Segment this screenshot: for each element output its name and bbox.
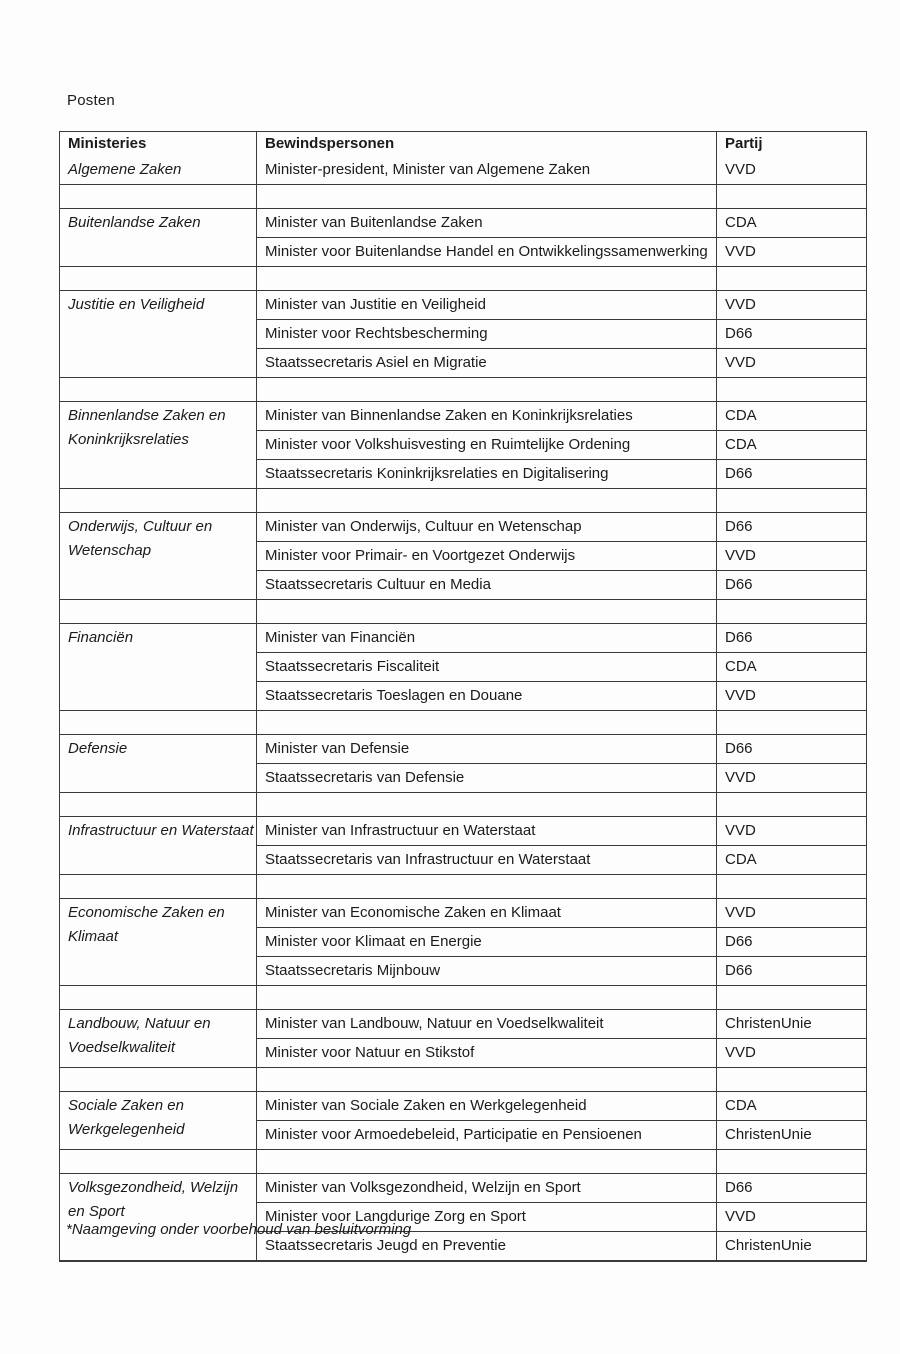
post-row: [257, 459, 866, 488]
ministry-name: Onderwijs, Cultuur en Wetenschap: [60, 513, 257, 599]
ministry-row: [60, 623, 866, 710]
ministry-row: [60, 1009, 866, 1067]
party: D66: [725, 576, 753, 593]
empty-cell: [257, 267, 717, 290]
official-role: Staatssecretaris Fiscaliteit: [257, 653, 717, 681]
official-role: Minister voor Volkshuisvesting en Ruimtelijke Ordening: [257, 431, 717, 459]
empty-cell: [60, 875, 257, 898]
empty-cell: [717, 600, 866, 623]
empty-cell: [257, 1068, 717, 1091]
spacer-row: [60, 266, 866, 290]
official-role: Minister van Volksgezondheid, Welzijn en Sport: [257, 1174, 717, 1202]
official-role: Minister van Onderwijs, Cultuur en Wetenschap: [257, 513, 717, 541]
empty-cell: [60, 378, 257, 401]
official-role: Minister van Binnenlandse Zaken en Koninkrijksrelaties: [257, 402, 717, 430]
post-group: [257, 402, 866, 488]
official-role: Minister voor Buitenlandse Handel en Ontwikkelingssamenwerking: [257, 238, 717, 266]
official-role: Minister voor Klimaat en Energie: [257, 928, 717, 956]
empty-cell: [257, 185, 717, 208]
party: CDA: [725, 436, 757, 453]
empty-cell: [60, 1068, 257, 1091]
post-row: [257, 570, 866, 599]
party: D66: [725, 962, 753, 979]
post-group: [257, 1174, 866, 1260]
empty-cell: [60, 185, 257, 208]
post-group: [257, 624, 866, 710]
ministry-row: [60, 401, 866, 488]
empty-cell: [257, 986, 717, 1009]
post-row: [257, 652, 866, 681]
ministry-name: Landbouw, Natuur en Voedselkwaliteit: [60, 1010, 257, 1067]
ministry-name: Binnenlandse Zaken en Koninkrijksrelaties: [60, 402, 257, 488]
post-row: [257, 291, 866, 319]
empty-cell: [257, 600, 717, 623]
empty-cell: [717, 489, 866, 512]
spacer-row: [60, 377, 866, 401]
post-row: [257, 402, 866, 430]
post-row: [257, 845, 866, 874]
post-row: [257, 348, 866, 377]
post-group: [257, 209, 866, 266]
official-role: Staatssecretaris Toeslagen en Douane: [257, 682, 717, 710]
party: VVD: [725, 243, 756, 260]
cabinet-posts-table: [59, 131, 867, 1262]
official-role: Staatssecretaris van Defensie: [257, 764, 717, 792]
ministry-name: Justitie en Veiligheid: [60, 291, 257, 377]
empty-cell: [717, 1068, 866, 1091]
party: D66: [725, 325, 753, 342]
ministry-name: Financiën: [60, 624, 257, 710]
empty-cell: [717, 793, 866, 816]
empty-cell: [257, 378, 717, 401]
official-role: Staatssecretaris Koninkrijksrelaties en Digitalisering: [257, 460, 717, 488]
ministry-row: [60, 1091, 866, 1149]
post-row: [257, 817, 866, 845]
empty-cell: [60, 489, 257, 512]
official-role: Minister voor Rechtsbescherming: [257, 320, 717, 348]
official-role: Minister-president, Minister van Algemene Zaken: [257, 156, 717, 184]
post-row: [257, 735, 866, 763]
post-row: [257, 763, 866, 792]
party: VVD: [725, 822, 756, 839]
ministry-name: Defensie: [60, 735, 257, 792]
party: D66: [725, 465, 753, 482]
ministry-row: [60, 208, 866, 266]
party: CDA: [725, 658, 757, 675]
post-row: [257, 899, 866, 927]
official-role: Minister voor Natuur en Stikstof: [257, 1039, 717, 1067]
official-role: Minister van Defensie: [257, 735, 717, 763]
party: VVD: [725, 904, 756, 921]
table-header-row: [60, 132, 866, 156]
ministry-row: [60, 512, 866, 599]
empty-cell: [717, 711, 866, 734]
post-group: [257, 735, 866, 792]
post-group: [257, 291, 866, 377]
party: D66: [725, 629, 753, 646]
empty-cell: [60, 793, 257, 816]
official-role: Minister voor Armoedebeleid, Participatie en Pensioenen: [257, 1121, 717, 1149]
ministry-row: [60, 1173, 866, 1260]
spacer-row: [60, 184, 866, 208]
post-group: [257, 1092, 866, 1149]
party: VVD: [725, 547, 756, 564]
spacer-row: [60, 1149, 866, 1173]
spacer-row: [60, 985, 866, 1009]
party: VVD: [725, 1208, 756, 1225]
party: VVD: [725, 687, 756, 704]
page-title: Posten: [67, 92, 115, 109]
post-row: [257, 1174, 866, 1202]
party: D66: [725, 740, 753, 757]
empty-cell: [717, 875, 866, 898]
post-group: [257, 156, 866, 184]
ministry-row: [60, 816, 866, 874]
empty-cell: [60, 711, 257, 734]
empty-cell: [257, 711, 717, 734]
official-role: Staatssecretaris Mijnbouw: [257, 957, 717, 985]
party: D66: [725, 933, 753, 950]
ministry-name: Buitenlandse Zaken: [60, 209, 257, 266]
empty-cell: [257, 489, 717, 512]
official-role: Minister van Infrastructuur en Waterstaat: [257, 817, 717, 845]
party: VVD: [725, 1044, 756, 1061]
ministry-name: Volksgezondheid, Welzijn en Sport: [60, 1174, 257, 1260]
empty-cell: [60, 267, 257, 290]
party: D66: [725, 518, 753, 535]
party: ChristenUnie: [725, 1015, 812, 1032]
post-group: [257, 899, 866, 985]
post-row: [257, 156, 866, 184]
official-role: Minister voor Primair- en Voortgezet Onderwijs: [257, 542, 717, 570]
party: VVD: [725, 354, 756, 371]
party: CDA: [725, 407, 757, 424]
spacer-row: [60, 599, 866, 623]
post-row: [257, 319, 866, 348]
post-row: [257, 956, 866, 985]
post-group: [257, 817, 866, 874]
post-row: [257, 1120, 866, 1149]
post-row: [257, 541, 866, 570]
post-row: [257, 513, 866, 541]
post-row: [257, 624, 866, 652]
post-row: [257, 1010, 866, 1038]
ministry-row: [60, 734, 866, 792]
header-officials: Bewindspersonen: [257, 132, 717, 156]
empty-cell: [257, 875, 717, 898]
spacer-row: [60, 874, 866, 898]
party: D66: [725, 1179, 753, 1196]
header-ministry: Ministeries: [60, 132, 257, 156]
party: ChristenUnie: [725, 1126, 812, 1143]
official-role: Minister van Justitie en Veiligheid: [257, 291, 717, 319]
official-role: Staatssecretaris Cultuur en Media: [257, 571, 717, 599]
empty-cell: [717, 185, 866, 208]
ministry-name: Economische Zaken en Klimaat: [60, 899, 257, 985]
party: VVD: [725, 161, 756, 178]
ministry-row: [60, 290, 866, 377]
ministry-row: [60, 156, 866, 184]
footnote: *Naamgeving onder voorbehoud van besluitvorming: [66, 1221, 412, 1238]
official-role: Staatssecretaris Asiel en Migratie: [257, 349, 717, 377]
header-party: Partij: [725, 135, 763, 152]
spacer-row: [60, 710, 866, 734]
post-row: [257, 209, 866, 237]
empty-cell: [717, 378, 866, 401]
table-body: [60, 156, 866, 1260]
empty-cell: [717, 986, 866, 1009]
official-role: Staatssecretaris van Infrastructuur en Waterstaat: [257, 846, 717, 874]
ministry-name: Infrastructuur en Waterstaat: [60, 817, 257, 874]
party: CDA: [725, 851, 757, 868]
spacer-row: [60, 792, 866, 816]
ministry-row: [60, 898, 866, 985]
official-role: Minister van Financiën: [257, 624, 717, 652]
official-role: Minister van Landbouw, Natuur en Voedselkwaliteit: [257, 1010, 717, 1038]
party: ChristenUnie: [725, 1237, 812, 1254]
post-row: [257, 430, 866, 459]
empty-cell: [257, 1150, 717, 1173]
post-row: [257, 237, 866, 266]
post-row: [257, 1092, 866, 1120]
party: VVD: [725, 769, 756, 786]
post-row: [257, 681, 866, 710]
empty-cell: [257, 793, 717, 816]
empty-cell: [60, 986, 257, 1009]
spacer-row: [60, 488, 866, 512]
post-row: [257, 927, 866, 956]
post-row: [257, 1038, 866, 1067]
party: VVD: [725, 296, 756, 313]
empty-cell: [60, 1150, 257, 1173]
empty-cell: [60, 600, 257, 623]
empty-cell: [717, 267, 866, 290]
official-role: Minister van Economische Zaken en Klimaat: [257, 899, 717, 927]
ministry-name: Algemene Zaken: [60, 156, 257, 184]
post-group: [257, 1010, 866, 1067]
empty-cell: [717, 1150, 866, 1173]
post-group: [257, 513, 866, 599]
official-role: Minister voor Langdurige Zorg en Sport: [257, 1203, 717, 1231]
official-role: Minister van Sociale Zaken en Werkgelegenheid: [257, 1092, 717, 1120]
ministry-name: Sociale Zaken en Werkgelegenheid: [60, 1092, 257, 1149]
party: CDA: [725, 1097, 757, 1114]
official-role: Minister van Buitenlandse Zaken: [257, 209, 717, 237]
party: CDA: [725, 214, 757, 231]
official-role: Staatssecretaris Jeugd en Preventie: [257, 1232, 717, 1260]
spacer-row: [60, 1067, 866, 1091]
